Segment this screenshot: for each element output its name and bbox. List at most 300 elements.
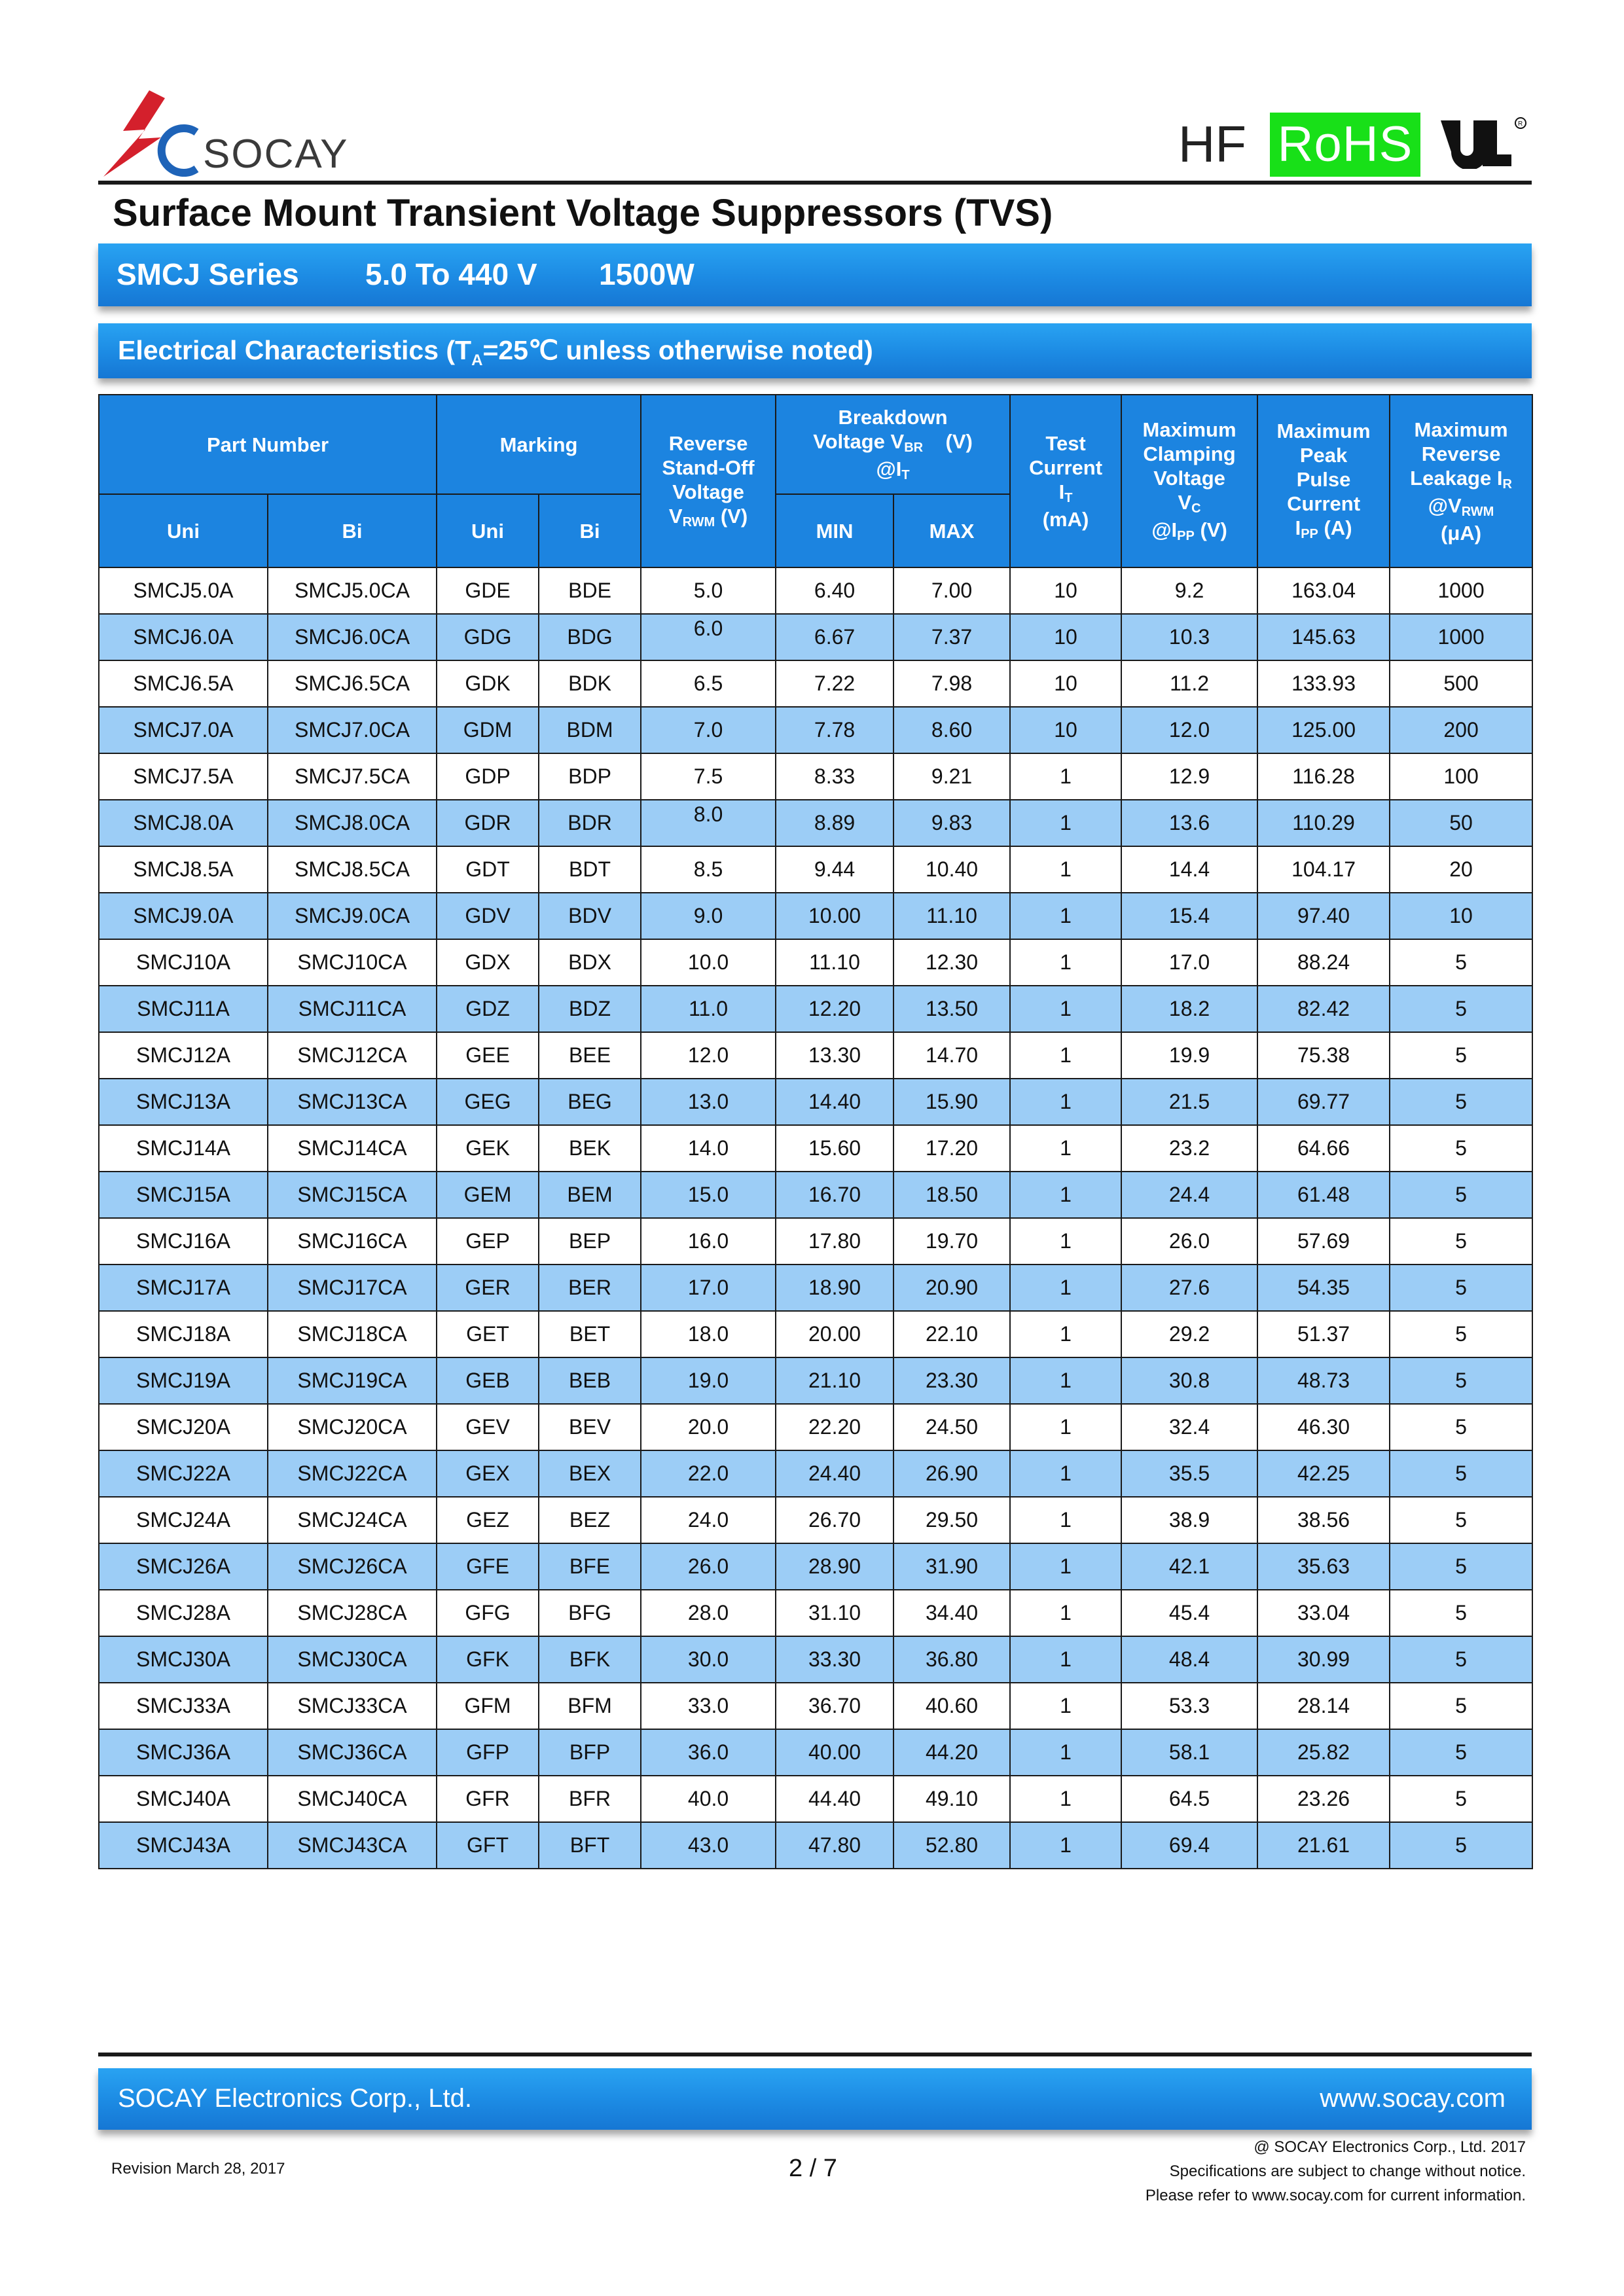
cell-marking-bi: BDR xyxy=(539,800,641,846)
header-breakdown-min: MIN xyxy=(776,494,893,567)
cell-clamping-voltage: 26.0 xyxy=(1121,1218,1257,1265)
cell-test-current: 1 xyxy=(1010,1172,1121,1218)
table-row xyxy=(99,1729,1532,1776)
cell-breakdown-max: 15.90 xyxy=(893,1079,1010,1125)
header-breakdown-voltage: Breakdown Voltage $V_{BR}$ (V) $@I_T$ xyxy=(776,395,1010,494)
cell-peak-pulse-current: 61.48 xyxy=(1257,1172,1390,1218)
cell-peak-pulse-current: 46.30 xyxy=(1257,1404,1390,1450)
cell-breakdown-min: 7.78 xyxy=(776,707,893,753)
legal-notice xyxy=(1146,2135,1526,2208)
cell-test-current: 1 xyxy=(1010,1636,1121,1683)
cell-test-current: 1 xyxy=(1010,1311,1121,1357)
legal-line: Please refer to www.socay.com for current information. xyxy=(1145,2187,1526,2204)
cell-test-current: 1 xyxy=(1010,1729,1121,1776)
cell-peak-pulse-current: 35.63 xyxy=(1257,1543,1390,1590)
cell-peak-pulse-current: 75.38 xyxy=(1257,1032,1390,1079)
cell-peak-pulse-current: 51.37 xyxy=(1257,1311,1390,1357)
cell-marking-bi: BFP xyxy=(539,1729,641,1776)
logo-red-mark xyxy=(103,90,165,177)
cell-breakdown-min: 44.40 xyxy=(776,1776,893,1822)
cell-marking-bi: BDT xyxy=(539,846,641,893)
cell-standoff-voltage: 13.0 xyxy=(641,1079,776,1125)
cell-test-current: 1 xyxy=(1010,893,1121,939)
cell-marking-uni: GDR xyxy=(437,800,539,846)
page-title: Surface Mount Transient Voltage Suppressors (TVS) xyxy=(113,192,1053,234)
cell-part-bi: SMCJ8.0CA xyxy=(268,800,437,846)
cell-clamping-voltage: 12.0 xyxy=(1121,707,1257,753)
cell-breakdown-max: 23.30 xyxy=(893,1357,1010,1404)
cell-part-bi: SMCJ43CA xyxy=(268,1822,437,1869)
cell-marking-bi: BFE xyxy=(539,1543,641,1590)
cell-standoff-voltage: 8.5 xyxy=(641,846,776,893)
cell-breakdown-min: 6.40 xyxy=(776,567,893,614)
cell-clamping-voltage: 69.4 xyxy=(1121,1822,1257,1869)
cell-test-current: 10 xyxy=(1010,660,1121,707)
logo-blue-arc xyxy=(162,128,196,173)
cell-marking-uni: GFK xyxy=(437,1636,539,1683)
cell-part-uni: SMCJ16A xyxy=(99,1218,268,1265)
cell-part-uni: SMCJ26A xyxy=(99,1543,268,1590)
cell-part-uni: SMCJ22A xyxy=(99,1450,268,1497)
cell-reverse-leakage: 1000 xyxy=(1390,567,1532,614)
table-row xyxy=(99,660,1532,707)
header-part-number: Part Number xyxy=(99,395,437,494)
cell-reverse-leakage: 5 xyxy=(1390,986,1532,1032)
cell-part-uni: SMCJ5.0A xyxy=(99,567,268,614)
cell-breakdown-max: 36.80 xyxy=(893,1636,1010,1683)
cell-marking-bi: BEX xyxy=(539,1450,641,1497)
cell-part-uni: SMCJ36A xyxy=(99,1729,268,1776)
cell-part-bi: SMCJ36CA xyxy=(268,1729,437,1776)
cell-marking-bi: BFR xyxy=(539,1776,641,1822)
legal-line: @ SOCAY Electronics Corp., Ltd. 2017 xyxy=(1254,2138,1526,2156)
cell-standoff-voltage: 6.0 xyxy=(641,614,776,660)
cell-peak-pulse-current: 33.04 xyxy=(1257,1590,1390,1636)
cell-marking-uni: GDK xyxy=(437,660,539,707)
cell-clamping-voltage: 17.0 xyxy=(1121,939,1257,986)
cell-marking-uni: GEZ xyxy=(437,1497,539,1543)
cell-marking-uni: GFT xyxy=(437,1822,539,1869)
cell-part-uni: SMCJ43A xyxy=(99,1822,268,1869)
footer-website-link[interactable]: www.socay.com xyxy=(1320,2084,1506,2113)
cell-breakdown-max: 44.20 xyxy=(893,1729,1010,1776)
cell-peak-pulse-current: 133.93 xyxy=(1257,660,1390,707)
cell-breakdown-max: 31.90 xyxy=(893,1543,1010,1590)
header-reverse-leakage: Maximum Reverse Leakage $I_R$ $@V_{RWM}$ (μA) xyxy=(1390,395,1532,567)
table-row xyxy=(99,846,1532,893)
cell-standoff-voltage: 7.5 xyxy=(641,753,776,800)
cell-breakdown-max: 11.10 xyxy=(893,893,1010,939)
cell-breakdown-max: 29.50 xyxy=(893,1497,1010,1543)
cell-reverse-leakage: 5 xyxy=(1390,1125,1532,1172)
cell-part-bi: SMCJ30CA xyxy=(268,1636,437,1683)
cell-reverse-leakage: 5 xyxy=(1390,1822,1532,1869)
cell-reverse-leakage: 5 xyxy=(1390,1729,1532,1776)
cell-marking-bi: BFM xyxy=(539,1683,641,1729)
cell-part-bi: SMCJ22CA xyxy=(268,1450,437,1497)
cell-marking-uni: GFP xyxy=(437,1729,539,1776)
cell-clamping-voltage: 29.2 xyxy=(1121,1311,1257,1357)
cell-breakdown-max: 52.80 xyxy=(893,1822,1010,1869)
cell-part-bi: SMCJ14CA xyxy=(268,1125,437,1172)
cell-reverse-leakage: 200 xyxy=(1390,707,1532,753)
cell-test-current: 1 xyxy=(1010,753,1121,800)
cell-breakdown-max: 22.10 xyxy=(893,1311,1010,1357)
cell-breakdown-min: 12.20 xyxy=(776,986,893,1032)
cell-breakdown-min: 15.60 xyxy=(776,1125,893,1172)
cell-part-bi: SMCJ6.5CA xyxy=(268,660,437,707)
cell-part-uni: SMCJ6.5A xyxy=(99,660,268,707)
cell-part-uni: SMCJ30A xyxy=(99,1636,268,1683)
cell-part-uni: SMCJ33A xyxy=(99,1683,268,1729)
cell-breakdown-min: 26.70 xyxy=(776,1497,893,1543)
cell-test-current: 1 xyxy=(1010,1079,1121,1125)
cell-standoff-voltage: 15.0 xyxy=(641,1172,776,1218)
header-rule xyxy=(98,181,1532,185)
cell-breakdown-max: 20.90 xyxy=(893,1265,1010,1311)
cell-marking-bi: BEB xyxy=(539,1357,641,1404)
cell-standoff-voltage: 11.0 xyxy=(641,986,776,1032)
cell-test-current: 1 xyxy=(1010,1218,1121,1265)
cell-breakdown-max: 8.60 xyxy=(893,707,1010,753)
cell-reverse-leakage: 1000 xyxy=(1390,614,1532,660)
cell-breakdown-max: 7.98 xyxy=(893,660,1010,707)
cell-standoff-voltage: 17.0 xyxy=(641,1265,776,1311)
cell-test-current: 1 xyxy=(1010,846,1121,893)
cell-marking-bi: BER xyxy=(539,1265,641,1311)
header-part-bi: Bi xyxy=(268,494,437,567)
cell-test-current: 1 xyxy=(1010,939,1121,986)
cell-reverse-leakage: 5 xyxy=(1390,1218,1532,1265)
cell-peak-pulse-current: 145.63 xyxy=(1257,614,1390,660)
cell-part-bi: SMCJ26CA xyxy=(268,1543,437,1590)
table-row xyxy=(99,800,1532,846)
cell-breakdown-min: 21.10 xyxy=(776,1357,893,1404)
cell-reverse-leakage: 5 xyxy=(1390,1776,1532,1822)
cell-clamping-voltage: 12.9 xyxy=(1121,753,1257,800)
cell-part-bi: SMCJ24CA xyxy=(268,1497,437,1543)
cell-breakdown-min: 18.90 xyxy=(776,1265,893,1311)
cell-marking-uni: GDZ xyxy=(437,986,539,1032)
cell-peak-pulse-current: 125.00 xyxy=(1257,707,1390,753)
cell-part-bi: SMCJ13CA xyxy=(268,1079,437,1125)
cell-part-uni: SMCJ8.0A xyxy=(99,800,268,846)
header-reverse-standoff: Reverse Stand-Off Voltage $V_{RWM}$ (V) xyxy=(641,395,776,567)
electrical-characteristics-table xyxy=(98,394,1533,1869)
cell-peak-pulse-current: 64.66 xyxy=(1257,1125,1390,1172)
table-row xyxy=(99,1218,1532,1265)
cell-clamping-voltage: 64.5 xyxy=(1121,1776,1257,1822)
cell-marking-bi: BEK xyxy=(539,1125,641,1172)
cell-reverse-leakage: 5 xyxy=(1390,1497,1532,1543)
table-row xyxy=(99,1172,1532,1218)
header-part-uni: Uni xyxy=(99,494,268,567)
cell-peak-pulse-current: 104.17 xyxy=(1257,846,1390,893)
table-row xyxy=(99,986,1532,1032)
cell-clamping-voltage: 13.6 xyxy=(1121,800,1257,846)
cell-breakdown-min: 8.33 xyxy=(776,753,893,800)
cell-part-uni: SMCJ40A xyxy=(99,1776,268,1822)
header-clamping-voltage: Maximum Clamping Voltage $V_C$ $@I_{PP}$ (V) xyxy=(1121,395,1257,567)
cell-peak-pulse-current: 69.77 xyxy=(1257,1079,1390,1125)
cell-standoff-voltage: 36.0 xyxy=(641,1729,776,1776)
cell-standoff-voltage: 16.0 xyxy=(641,1218,776,1265)
cell-test-current: 1 xyxy=(1010,1543,1121,1590)
cell-marking-uni: GEK xyxy=(437,1125,539,1172)
cell-reverse-leakage: 5 xyxy=(1390,1311,1532,1357)
cell-peak-pulse-current: 163.04 xyxy=(1257,567,1390,614)
cell-marking-uni: GDE xyxy=(437,567,539,614)
cell-reverse-leakage: 50 xyxy=(1390,800,1532,846)
footer-company: SOCAY Electronics Corp., Ltd. xyxy=(118,2084,472,2113)
cell-standoff-voltage: 8.0 xyxy=(641,800,776,846)
cell-marking-bi: BDX xyxy=(539,939,641,986)
cell-clamping-voltage: 32.4 xyxy=(1121,1404,1257,1450)
cell-part-uni: SMCJ14A xyxy=(99,1125,268,1172)
table-row xyxy=(99,1543,1532,1590)
cell-test-current: 1 xyxy=(1010,1683,1121,1729)
cell-breakdown-max: 49.10 xyxy=(893,1776,1010,1822)
cell-test-current: 1 xyxy=(1010,1590,1121,1636)
cell-part-bi: SMCJ17CA xyxy=(268,1265,437,1311)
cell-clamping-voltage: 24.4 xyxy=(1121,1172,1257,1218)
cell-marking-bi: BFK xyxy=(539,1636,641,1683)
cell-test-current: 10 xyxy=(1010,614,1121,660)
cell-part-uni: SMCJ13A xyxy=(99,1079,268,1125)
cell-peak-pulse-current: 88.24 xyxy=(1257,939,1390,986)
cell-standoff-voltage: 28.0 xyxy=(641,1590,776,1636)
cell-part-uni: SMCJ8.5A xyxy=(99,846,268,893)
cell-standoff-voltage: 40.0 xyxy=(641,1776,776,1822)
cell-clamping-voltage: 15.4 xyxy=(1121,893,1257,939)
cell-part-uni: SMCJ17A xyxy=(99,1265,268,1311)
cell-test-current: 1 xyxy=(1010,1497,1121,1543)
cell-marking-uni: GEV xyxy=(437,1404,539,1450)
cell-marking-bi: BDV xyxy=(539,893,641,939)
cell-peak-pulse-current: 48.73 xyxy=(1257,1357,1390,1404)
cell-test-current: 1 xyxy=(1010,1265,1121,1311)
cell-marking-uni: GEX xyxy=(437,1450,539,1497)
header-breakdown-max: MAX xyxy=(893,494,1010,567)
cell-part-bi: SMCJ8.5CA xyxy=(268,846,437,893)
cell-peak-pulse-current: 30.99 xyxy=(1257,1636,1390,1683)
cell-reverse-leakage: 20 xyxy=(1390,846,1532,893)
header-marking: Marking xyxy=(437,395,641,494)
cell-standoff-voltage: 10.0 xyxy=(641,939,776,986)
table-row xyxy=(99,753,1532,800)
cell-marking-bi: BDK xyxy=(539,660,641,707)
cell-clamping-voltage: 45.4 xyxy=(1121,1590,1257,1636)
cell-clamping-voltage: 10.3 xyxy=(1121,614,1257,660)
cell-breakdown-min: 47.80 xyxy=(776,1822,893,1869)
cell-marking-bi: BDP xyxy=(539,753,641,800)
legal-line: Specifications are subject to change without notice. xyxy=(1169,2162,1526,2180)
cell-reverse-leakage: 5 xyxy=(1390,1079,1532,1125)
cell-breakdown-min: 10.00 xyxy=(776,893,893,939)
cell-marking-bi: BDE xyxy=(539,567,641,614)
table-row xyxy=(99,1125,1532,1172)
cell-part-bi: SMCJ7.0CA xyxy=(268,707,437,753)
cell-part-bi: SMCJ6.0CA xyxy=(268,614,437,660)
table-row xyxy=(99,1497,1532,1543)
header-test-current: Test Current $I_T$ (mA) xyxy=(1010,395,1121,567)
brand-name: SOCAY xyxy=(203,132,349,177)
table-row xyxy=(99,1079,1532,1125)
cell-standoff-voltage: 22.0 xyxy=(641,1450,776,1497)
cell-breakdown-min: 17.80 xyxy=(776,1218,893,1265)
table-row xyxy=(99,567,1532,614)
cell-part-bi: SMCJ15CA xyxy=(268,1172,437,1218)
cell-peak-pulse-current: 97.40 xyxy=(1257,893,1390,939)
cell-marking-bi: BEE xyxy=(539,1032,641,1079)
cell-part-uni: SMCJ7.0A xyxy=(99,707,268,753)
cell-marking-bi: BEG xyxy=(539,1079,641,1125)
cell-breakdown-min: 28.90 xyxy=(776,1543,893,1590)
cell-test-current: 1 xyxy=(1010,1822,1121,1869)
cell-breakdown-min: 22.20 xyxy=(776,1404,893,1450)
cell-clamping-voltage: 19.9 xyxy=(1121,1032,1257,1079)
cell-breakdown-max: 18.50 xyxy=(893,1172,1010,1218)
cell-clamping-voltage: 30.8 xyxy=(1121,1357,1257,1404)
cell-standoff-voltage: 19.0 xyxy=(641,1357,776,1404)
cell-breakdown-min: 14.40 xyxy=(776,1079,893,1125)
table-body xyxy=(99,567,1532,1869)
cell-reverse-leakage: 5 xyxy=(1390,1590,1532,1636)
cell-test-current: 1 xyxy=(1010,1450,1121,1497)
page-number: 2 / 7 xyxy=(789,2155,837,2182)
cell-breakdown-min: 6.67 xyxy=(776,614,893,660)
cell-marking-uni: GDM xyxy=(437,707,539,753)
cell-standoff-voltage: 6.5 xyxy=(641,660,776,707)
cell-peak-pulse-current: 28.14 xyxy=(1257,1683,1390,1729)
cell-peak-pulse-current: 23.26 xyxy=(1257,1776,1390,1822)
cell-peak-pulse-current: 82.42 xyxy=(1257,986,1390,1032)
cell-test-current: 1 xyxy=(1010,986,1121,1032)
cell-part-uni: SMCJ20A xyxy=(99,1404,268,1450)
cell-marking-bi: BEM xyxy=(539,1172,641,1218)
cell-standoff-voltage: 5.0 xyxy=(641,567,776,614)
cell-marking-bi: BDZ xyxy=(539,986,641,1032)
cell-breakdown-min: 20.00 xyxy=(776,1311,893,1357)
hf-label: HF xyxy=(1178,115,1246,173)
table-row xyxy=(99,707,1532,753)
cell-test-current: 1 xyxy=(1010,1357,1121,1404)
cell-part-bi: SMCJ20CA xyxy=(268,1404,437,1450)
cell-reverse-leakage: 5 xyxy=(1390,939,1532,986)
table-row xyxy=(99,1311,1532,1357)
ul-certification-icon xyxy=(1437,117,1528,169)
section-title: Electrical Characteristics ($T_A=25℃$ unless otherwise noted) xyxy=(118,335,873,370)
cell-reverse-leakage: 5 xyxy=(1390,1357,1532,1404)
cell-breakdown-max: 26.90 xyxy=(893,1450,1010,1497)
rohs-badge: RoHS xyxy=(1270,113,1420,177)
cell-marking-uni: GET xyxy=(437,1311,539,1357)
cell-breakdown-min: 36.70 xyxy=(776,1683,893,1729)
cell-breakdown-min: 7.22 xyxy=(776,660,893,707)
cell-peak-pulse-current: 38.56 xyxy=(1257,1497,1390,1543)
cell-marking-bi: BDG xyxy=(539,614,641,660)
cell-reverse-leakage: 10 xyxy=(1390,893,1532,939)
cell-standoff-voltage: 30.0 xyxy=(641,1636,776,1683)
table-row xyxy=(99,1683,1532,1729)
cell-marking-uni: GFM xyxy=(437,1683,539,1729)
cell-marking-uni: GEG xyxy=(437,1079,539,1125)
table-row xyxy=(99,1404,1532,1450)
cell-part-bi: SMCJ9.0CA xyxy=(268,893,437,939)
cell-part-bi: SMCJ18CA xyxy=(268,1311,437,1357)
cell-peak-pulse-current: 25.82 xyxy=(1257,1729,1390,1776)
cell-standoff-voltage: 18.0 xyxy=(641,1311,776,1357)
cell-clamping-voltage: 38.9 xyxy=(1121,1497,1257,1543)
cell-reverse-leakage: 100 xyxy=(1390,753,1532,800)
cell-clamping-voltage: 21.5 xyxy=(1121,1079,1257,1125)
series-range: 5.0 To 440 V xyxy=(365,257,537,291)
cell-peak-pulse-current: 21.61 xyxy=(1257,1822,1390,1869)
cell-clamping-voltage: 27.6 xyxy=(1121,1265,1257,1311)
cell-clamping-voltage: 53.3 xyxy=(1121,1683,1257,1729)
cell-breakdown-max: 12.30 xyxy=(893,939,1010,986)
footer-banner xyxy=(98,2068,1532,2130)
cell-part-bi: SMCJ11CA xyxy=(268,986,437,1032)
cell-part-uni: SMCJ7.5A xyxy=(99,753,268,800)
cell-reverse-leakage: 5 xyxy=(1390,1683,1532,1729)
cell-test-current: 1 xyxy=(1010,1776,1121,1822)
cell-breakdown-max: 17.20 xyxy=(893,1125,1010,1172)
cell-breakdown-min: 9.44 xyxy=(776,846,893,893)
cell-marking-bi: BFG xyxy=(539,1590,641,1636)
cell-part-uni: SMCJ6.0A xyxy=(99,614,268,660)
cell-breakdown-max: 13.50 xyxy=(893,986,1010,1032)
cell-test-current: 1 xyxy=(1010,1032,1121,1079)
cell-marking-uni: GDT xyxy=(437,846,539,893)
cell-breakdown-min: 40.00 xyxy=(776,1729,893,1776)
cell-breakdown-max: 9.21 xyxy=(893,753,1010,800)
cell-breakdown-max: 10.40 xyxy=(893,846,1010,893)
cell-breakdown-max: 7.00 xyxy=(893,567,1010,614)
table-row xyxy=(99,1265,1532,1311)
cell-marking-bi: BEP xyxy=(539,1218,641,1265)
cell-standoff-voltage: 7.0 xyxy=(641,707,776,753)
cell-reverse-leakage: 500 xyxy=(1390,660,1532,707)
cell-marking-uni: GFR xyxy=(437,1776,539,1822)
cell-breakdown-min: 24.40 xyxy=(776,1450,893,1497)
cell-marking-bi: BET xyxy=(539,1311,641,1357)
cell-standoff-voltage: 24.0 xyxy=(641,1497,776,1543)
series-power: 1500W xyxy=(599,257,695,291)
cell-part-uni: SMCJ9.0A xyxy=(99,893,268,939)
cell-marking-uni: GEE xyxy=(437,1032,539,1079)
table-row xyxy=(99,614,1532,660)
cell-breakdown-max: 9.83 xyxy=(893,800,1010,846)
cell-standoff-voltage: 33.0 xyxy=(641,1683,776,1729)
table-row xyxy=(99,1776,1532,1822)
cell-reverse-leakage: 5 xyxy=(1390,1636,1532,1683)
cell-breakdown-max: 7.37 xyxy=(893,614,1010,660)
table-row xyxy=(99,1636,1532,1683)
revision-date: Revision March 28, 2017 xyxy=(111,2160,285,2178)
series-banner xyxy=(98,243,1532,306)
cell-clamping-voltage: 42.1 xyxy=(1121,1543,1257,1590)
cell-test-current: 1 xyxy=(1010,1404,1121,1450)
cell-part-uni: SMCJ15A xyxy=(99,1172,268,1218)
cell-test-current: 1 xyxy=(1010,1125,1121,1172)
cell-marking-bi: BEZ xyxy=(539,1497,641,1543)
cell-marking-bi: BEV xyxy=(539,1404,641,1450)
cell-part-uni: SMCJ11A xyxy=(99,986,268,1032)
cell-clamping-voltage: 9.2 xyxy=(1121,567,1257,614)
cell-standoff-voltage: 14.0 xyxy=(641,1125,776,1172)
cell-part-uni: SMCJ19A xyxy=(99,1357,268,1404)
